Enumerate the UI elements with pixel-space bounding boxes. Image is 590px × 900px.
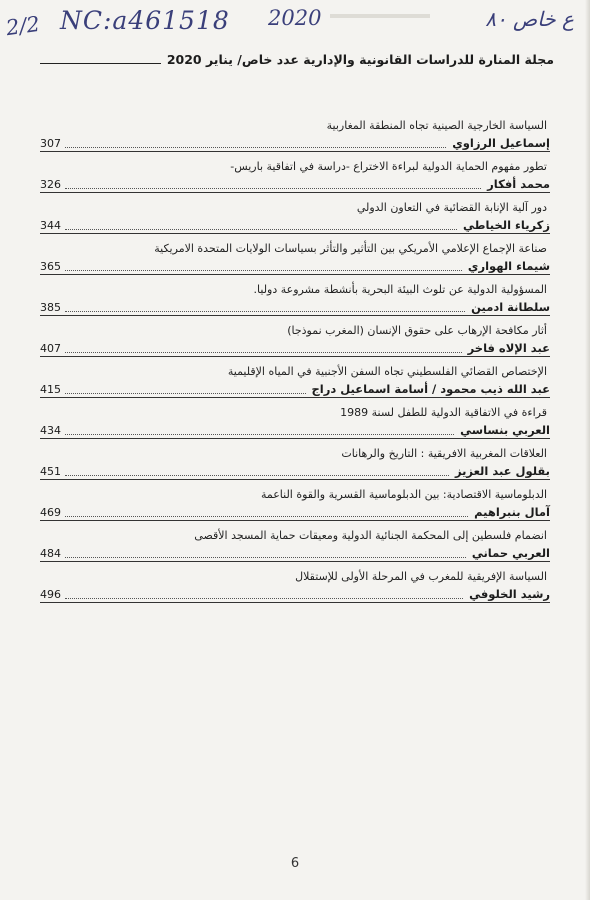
toc-author: إسماعيل الرزاوي <box>452 136 550 150</box>
toc-entry <box>40 323 550 357</box>
toc-article-title: الدبلوماسية الاقتصادية: بين الدبلوماسية القسرية والقوة الناعمة <box>260 488 547 501</box>
toc-author-row <box>40 461 550 480</box>
toc-page-number: 415 <box>40 383 61 396</box>
toc-author-row <box>40 584 550 603</box>
header-rule-left <box>40 63 161 64</box>
table-of-contents <box>40 118 550 610</box>
toc-author-row <box>40 502 550 521</box>
toc-author: شيماء الهواري <box>467 259 550 273</box>
journal-title-text: مجلة المنارة للدراسات القانونية والإدارية عدد خاص/ يناير <box>206 52 554 67</box>
toc-article-title: انضمام فلسطين إلى المحكمة الجنائية الدولية ومعيقات حماية المسجد الأقصى <box>194 529 547 542</box>
page-edge-shadow <box>585 0 590 900</box>
toc-entry <box>40 282 550 316</box>
toc-author: رشيد الخلوفي <box>469 587 550 601</box>
toc-author: عبد الله ذيب محمود / أسامة اسماعيل دراج <box>311 382 550 396</box>
toc-entry <box>40 200 550 234</box>
toc-article-title: السياسة الإفريقية للمغرب في المرحلة الأولى للإستقلال <box>295 570 547 583</box>
toc-article-title: دور آلية الإنابة القضائية في التعاون الدولي <box>356 201 547 214</box>
toc-article-title: العلاقات المغربية الافريقية : التاريخ والرهانات <box>341 447 547 460</box>
toc-article-title: تطور مفهوم الحماية الدولية لبراءة الاختراع -دراسة في اتفاقية باريس- <box>230 160 547 173</box>
toc-leader-dots <box>65 598 463 599</box>
toc-article-title: أثار مكافحة الإرهاب على حقوق الإنسان (المغرب نموذجا) <box>287 324 547 337</box>
toc-article-title: الإختصاص القضائي الفلسطيني تجاه السفن الأجنبية في المياه الإقليمية <box>227 365 547 378</box>
scan-smudge <box>330 14 430 18</box>
handwritten-year: 2020 <box>268 6 322 30</box>
toc-leader-dots <box>65 311 465 312</box>
toc-article-title: قراءة في الاتفاقية الدولية للطفل لسنة 1989 <box>340 406 547 419</box>
toc-author-row <box>40 338 550 357</box>
toc-page-number: 451 <box>40 465 61 478</box>
toc-leader-dots <box>65 557 466 558</box>
toc-page-number: 326 <box>40 178 61 191</box>
toc-leader-dots <box>65 516 468 517</box>
toc-author-row <box>40 215 550 234</box>
toc-author-row <box>40 256 550 275</box>
toc-author-row <box>40 297 550 316</box>
handwritten-call-number: NC:a461518 <box>60 6 230 35</box>
toc-page-number: 385 <box>40 301 61 314</box>
toc-author-row <box>40 420 550 439</box>
toc-entry <box>40 446 550 480</box>
toc-leader-dots <box>65 352 462 353</box>
toc-page-number: 407 <box>40 342 61 355</box>
toc-entry <box>40 405 550 439</box>
toc-page-number: 307 <box>40 137 61 150</box>
toc-author-row <box>40 133 550 152</box>
toc-author: عبد الإلاه فاخر <box>467 341 550 355</box>
toc-page-number: 484 <box>40 547 61 560</box>
toc-entry <box>40 159 550 193</box>
toc-entry <box>40 364 550 398</box>
handwritten-arabic-note: ع خاص ٨٠ <box>485 7 574 31</box>
toc-author: سلطانة ادمين <box>471 300 550 314</box>
toc-author-row <box>40 379 550 398</box>
toc-leader-dots <box>65 270 462 271</box>
toc-page-number: 434 <box>40 424 61 437</box>
toc-page-number: 365 <box>40 260 61 273</box>
toc-leader-dots <box>65 393 306 394</box>
toc-author-row <box>40 543 550 562</box>
toc-author: بقلول عبد العزيز <box>454 464 550 478</box>
toc-entry <box>40 487 550 521</box>
toc-author: العربي بنساسي <box>460 423 550 437</box>
journal-year: 2020 <box>166 52 202 67</box>
toc-author-row <box>40 174 550 193</box>
toc-leader-dots <box>65 147 446 148</box>
handwritten-fraction: 2/2 <box>4 11 42 41</box>
page-number: 6 <box>290 856 300 871</box>
toc-leader-dots <box>65 188 481 189</box>
toc-leader-dots <box>65 229 457 230</box>
toc-author: آمال بنبراهيم <box>474 505 550 519</box>
toc-page-number: 344 <box>40 219 61 232</box>
toc-article-title: السياسة الخارجية الصينية تجاه المنطقة المغاربية <box>326 119 547 132</box>
toc-article-title: المسؤولية الدولية عن تلوث البيئة البحرية بأنشطة مشروعة دوليا. <box>253 283 547 296</box>
toc-entry <box>40 569 550 603</box>
toc-leader-dots <box>65 434 454 435</box>
toc-author: محمد أفكار <box>487 177 550 191</box>
running-header <box>40 52 560 67</box>
toc-author: العربي حماني <box>471 546 550 560</box>
toc-author: زكرياء الخياطي <box>462 218 550 232</box>
toc-entry <box>40 118 550 152</box>
toc-page-number: 469 <box>40 506 61 519</box>
toc-entry <box>40 528 550 562</box>
toc-leader-dots <box>65 475 449 476</box>
toc-page-number: 496 <box>40 588 61 601</box>
journal-title <box>167 52 554 67</box>
toc-entry <box>40 241 550 275</box>
toc-article-title: صناعة الإجماع الإعلامي الأمريكي بين التأثير والتأثر بسياسات الولايات المتحدة الامريكية <box>154 242 547 255</box>
